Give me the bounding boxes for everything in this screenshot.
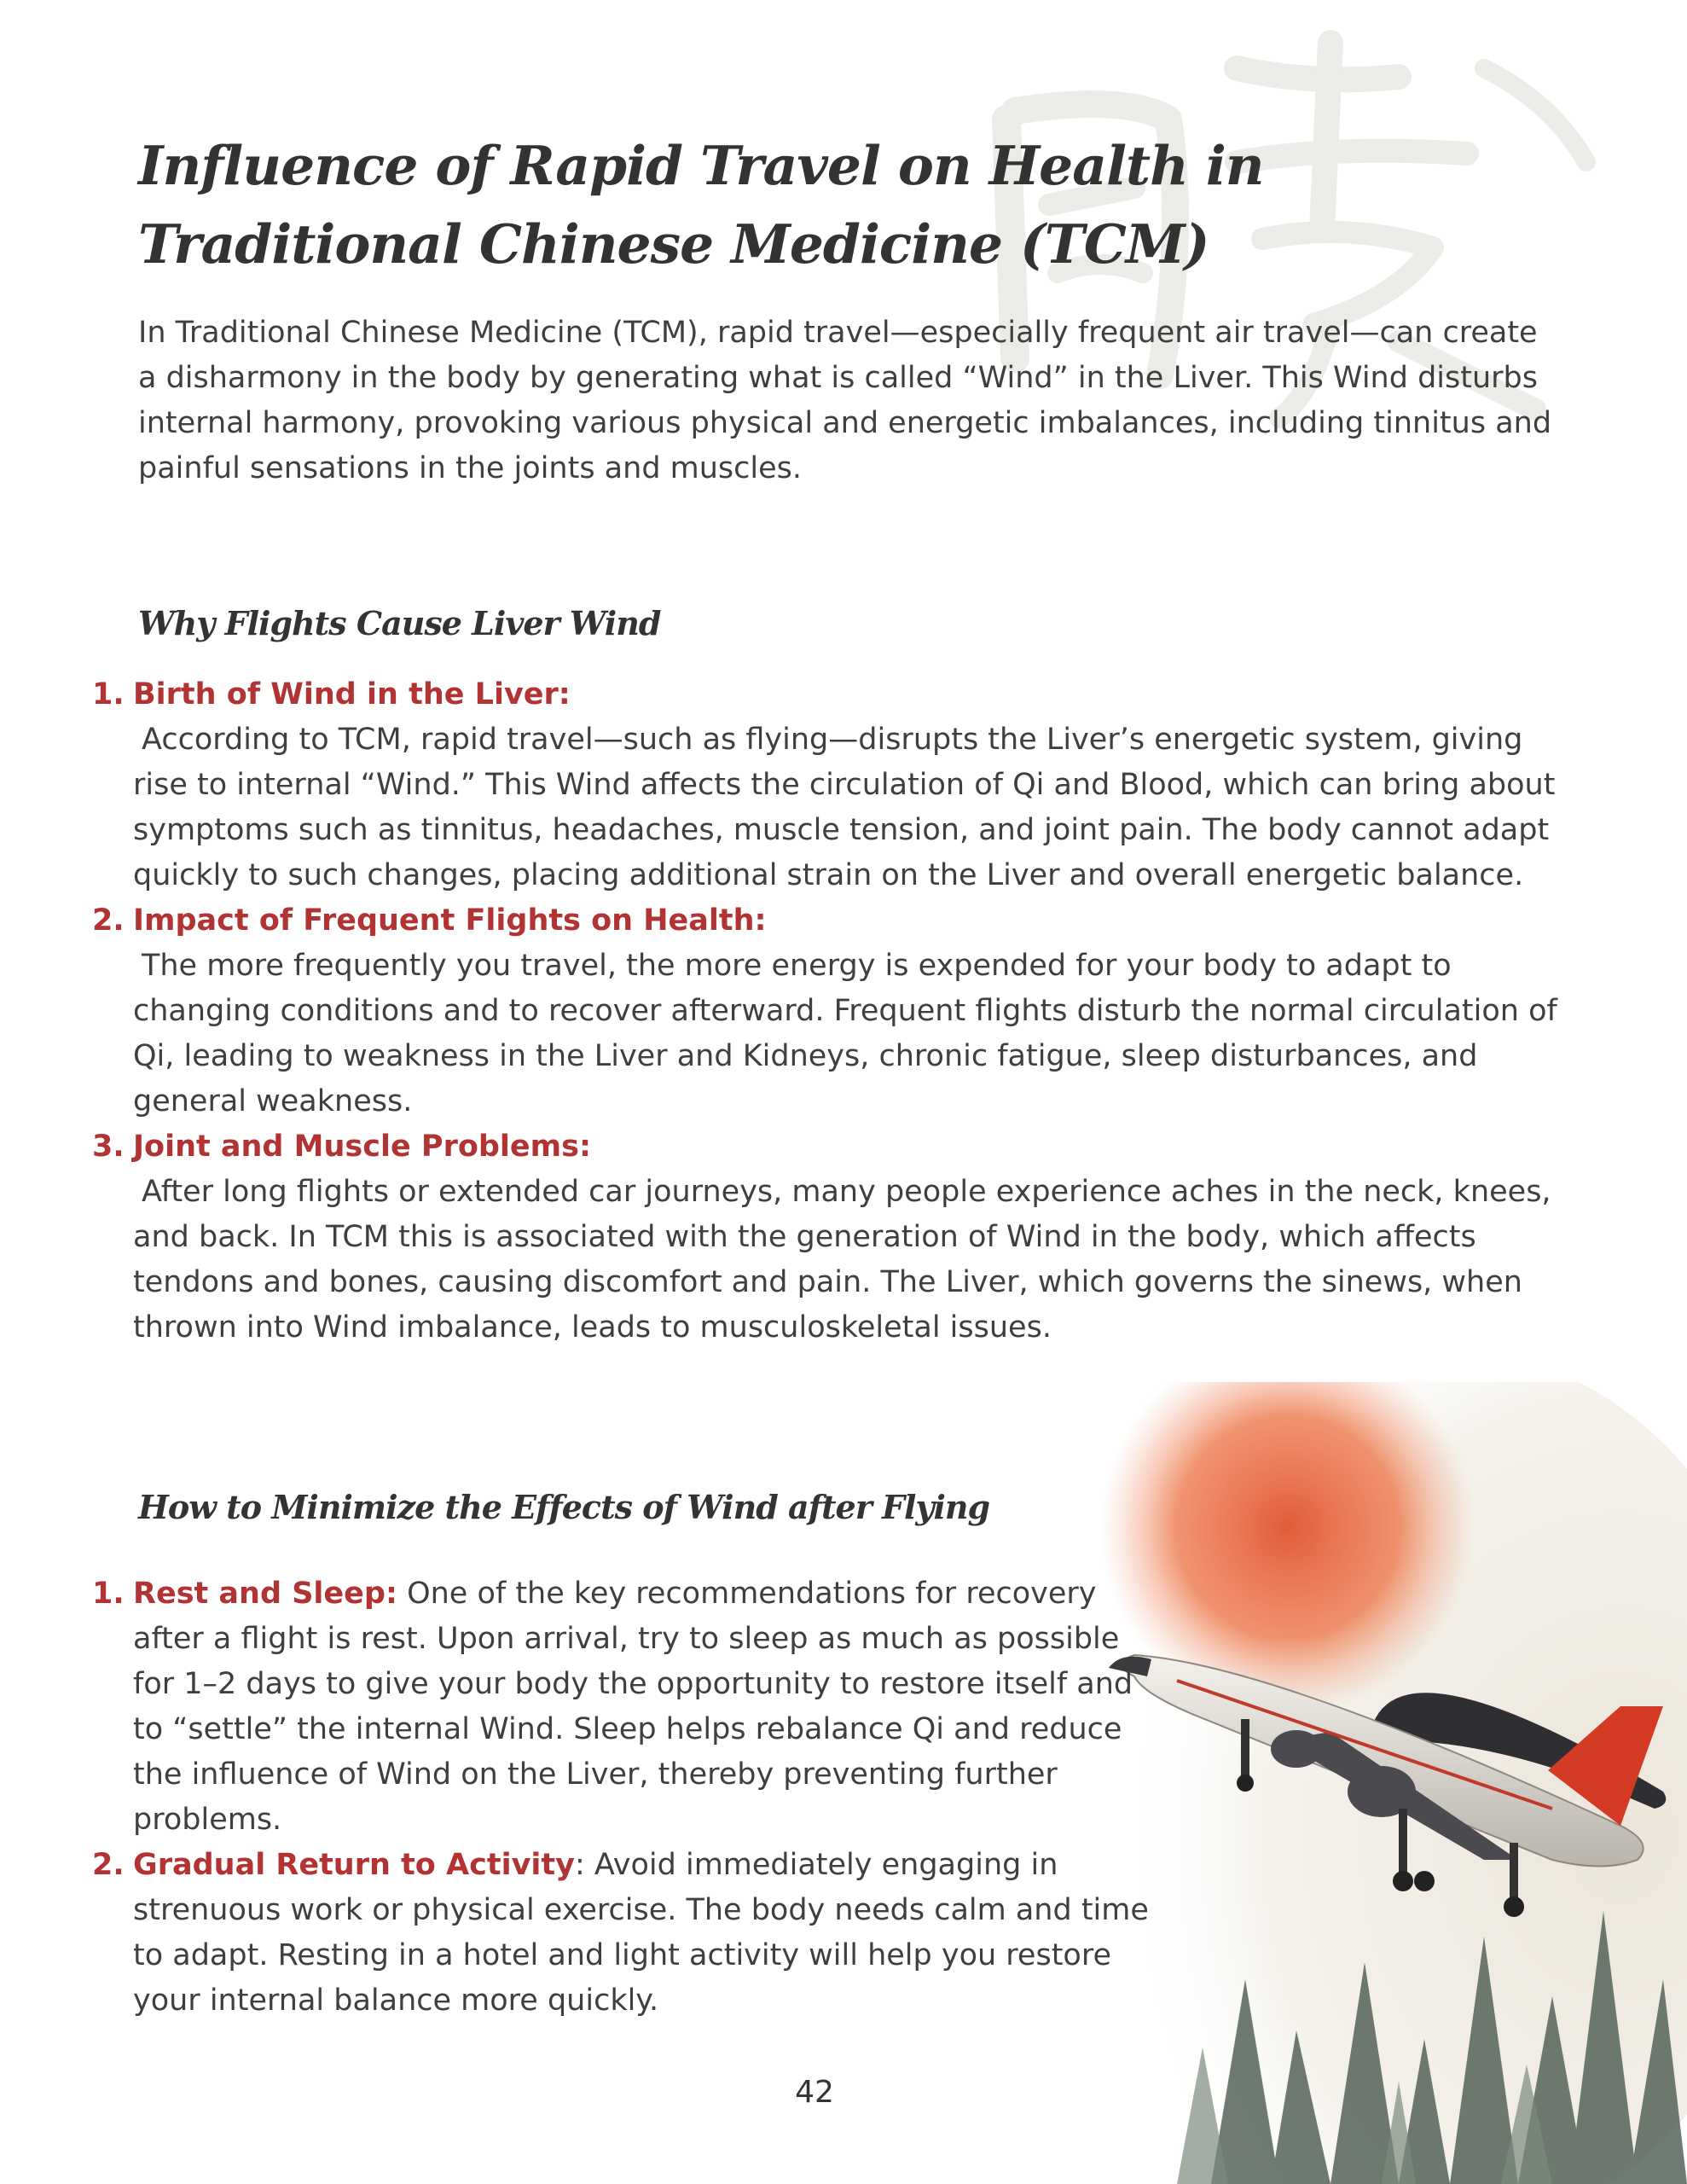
why-flights-list [92, 672, 1559, 1350]
list-label: Gradual Return to Activity [133, 1848, 575, 1882]
list-text: One of the key recommendations for recovery after a flight is rest. Upon arrival, try to sleep as much as possible for 1–2 days to give your body the opportunity to restore itself and to “settle” the internal Wind. Sleep helps rebalance Qi and reduce the influence of Wind on the Liver, thereby preventing further problems. [133, 1577, 1133, 1837]
list-number: 2. [92, 1848, 125, 1882]
list-number: 1. [92, 677, 125, 712]
list-item [92, 1571, 1150, 1843]
list-label: Joint and Muscle Problems: [133, 1130, 591, 1164]
list-number: 3. [92, 1130, 125, 1164]
list-text: : Avoid immediately engaging in strenuous work or physical exercise. The body needs calm and time to adapt. Resting in a hotel and light activity will help you restore your internal balance more quickly. [133, 1848, 1149, 2018]
list-number: 1. [92, 1577, 125, 1611]
list-text: According to TCM, rapid travel—such as flying—disrupts the Liver’s energetic system, giving rise to internal “Wind.” This Wind affects the circulation of Qi and Blood, which can bring about symptoms such as tinnitus, headaches, muscle tension, and joint pain. The body cannot adapt quickly to such changes, placing additional strain on the Liver and overall energetic balance. [133, 723, 1556, 892]
list-label: Birth of Wind in the Liver: [133, 677, 571, 712]
list-text: After long flights or extended car journeys, many people experience aches in the neck, knees, and back. In TCM this is associated with the generation of Wind in the body, which affects tendons and bones, causing discomfort and pain. The Liver, which governs the sinews, when thrown into Wind imbalance, leads to musculoskeletal issues. [133, 1175, 1551, 1345]
airplane-illustration [1075, 1382, 1687, 2184]
page-title: Influence of Rapid Travel on Health in Traditional Chinese Medicine (TCM) [138, 134, 1264, 276]
minimize-wind-list [92, 1571, 1150, 2024]
list-item [92, 1843, 1150, 2024]
list-item [92, 898, 1559, 1124]
list-label: Impact of Frequent Flights on Health: [133, 903, 767, 938]
list-item [92, 672, 1559, 898]
intro-paragraph: In Traditional Chinese Medicine (TCM), rapid travel—especially frequent air travel—can create a disharmony in the body by generating what is called “Wind” in the Liver. This Wind disturbs internal harmony, provoking various physical and energetic imbalances, including tinnitus and painful sensations in the joints and muscles. [138, 316, 1552, 485]
section-heading-why-flights: Why Flights Cause Liver Wind [138, 604, 661, 642]
list-number: 2. [92, 903, 125, 938]
section-heading-minimize-wind: How to Minimize the Effects of Wind after Flying [138, 1488, 990, 1526]
list-item [92, 1124, 1559, 1350]
list-label: Rest and Sleep: [133, 1577, 397, 1611]
list-text: The more frequently you travel, the more energy is expended for your body to adapt to changing conditions and to recover afterward. Frequent flights disturb the normal circulation of Qi, leading to weakness in the Liver and Kidneys, chronic fatigue, sleep disturbances, and general weakness. [133, 949, 1557, 1118]
page-number: 42 [795, 2075, 834, 2110]
